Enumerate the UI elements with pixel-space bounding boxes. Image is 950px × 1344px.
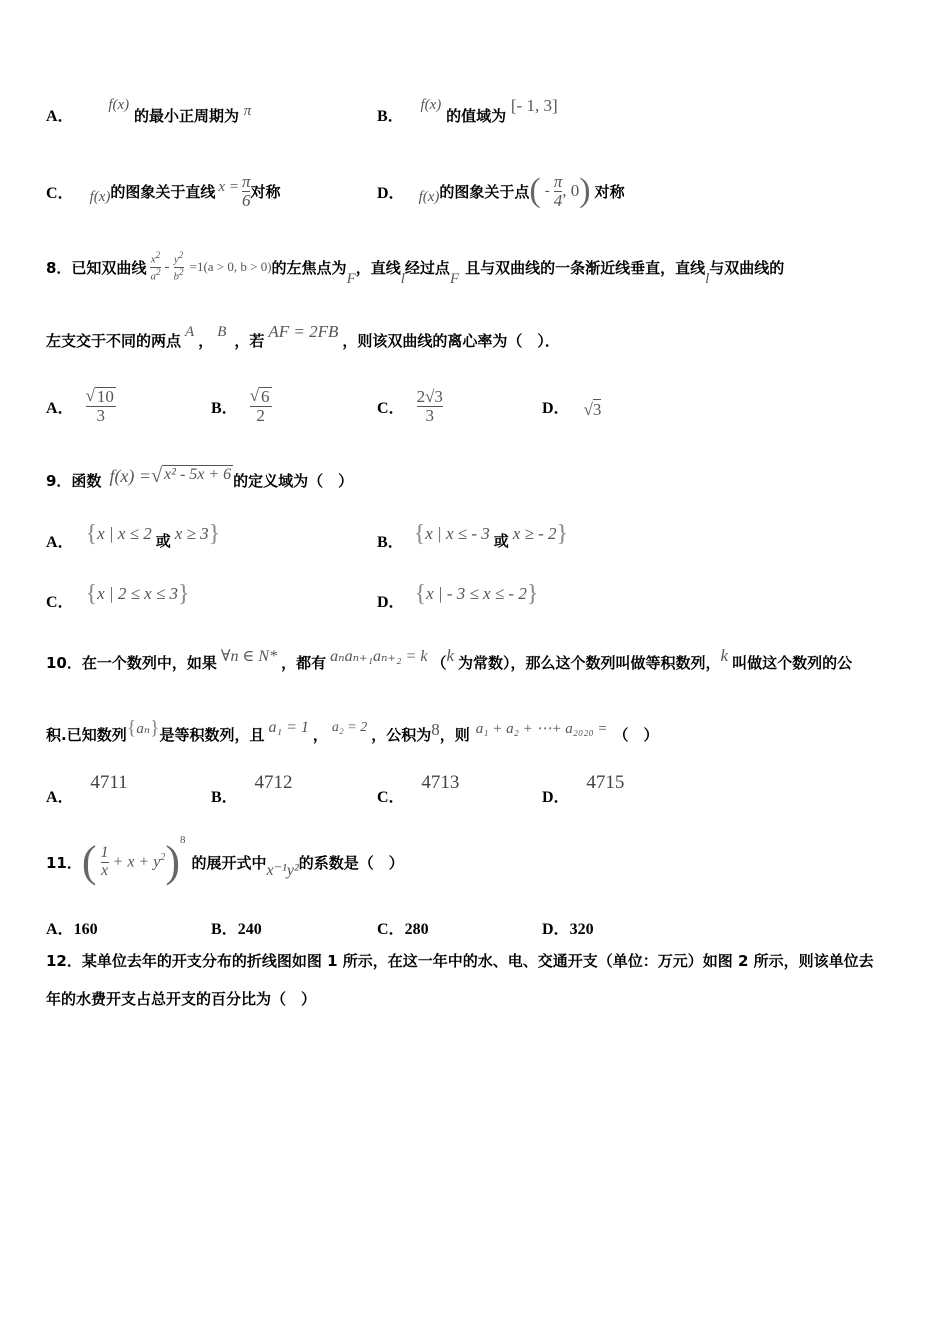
math-fx: f(x): [108, 97, 130, 113]
q9-stem: 9．函数 f(x) = √ x² - 5x + 6 的定义域为（ ）: [46, 464, 354, 490]
math-a2: a₂ = 2: [331, 720, 368, 735]
option-text: 的图象关于点: [439, 182, 530, 201]
q11-option-a: A．160: [46, 921, 98, 938]
math-minus: -: [544, 182, 550, 199]
q8-line2: 左支交于不同的两点 A ， B ，若 AF = 2FB ，则该双曲线的离心率为（ ）．: [46, 322, 560, 350]
q9-option-d: D． { x | - 3 ≤ x ≤ - 2 }: [377, 580, 539, 611]
math-condition: =1(a > 0, b > 0): [189, 259, 272, 274]
math-k: k: [446, 646, 455, 665]
math-sqrt: √ x² - 5x + 6: [151, 464, 232, 487]
math-sqrt: √3: [583, 400, 602, 419]
option-text: 的图象关于直线: [110, 182, 216, 201]
q8-option-c: C． $\frac{2√3}{3}$: [377, 386, 443, 425]
option-text: 对称: [250, 182, 281, 201]
option-label: D．: [377, 184, 405, 202]
q7-option-b: [377, 96, 558, 126]
math-expr-rest: + $x + y^2$: [112, 852, 166, 871]
math-fx: f(x) =: [109, 465, 152, 486]
q11-option-c: C．280: [377, 921, 429, 938]
math-set: x | x ≤ 2: [97, 524, 152, 543]
q10-option-b: B． 4712: [211, 772, 293, 806]
math-set: x | 2 ≤ x ≤ 3: [97, 584, 179, 603]
q10-option-d: D． 4715: [542, 772, 625, 806]
math-set: x | x ≤ - 3: [425, 524, 490, 543]
q10-option-c: C． 4713: [377, 772, 460, 806]
option-text: 的最小正周期为: [133, 107, 239, 125]
math-l: l: [400, 270, 405, 287]
q8-option-d: D． √3: [542, 399, 602, 419]
math-y2-over-b2: $\frac{y^2}{b^2}$: [173, 250, 184, 283]
q11-stem: 11． ( $\frac{1}{x}$ + $x + y^2$ ) 8 的展开式中 x⁻¹y² 的系数是（ ）: [46, 834, 404, 886]
option-text: 对称: [594, 182, 625, 201]
q7-option-a: [46, 97, 252, 126]
q11-option-b: B．240: [211, 921, 262, 938]
math-value: [- 1, 3]: [510, 96, 558, 115]
math-xeq: x =: [218, 178, 239, 195]
q8-line1: 8．已知双曲线 $\frac{x^2}{a^2}$ - $\frac{y^2}{b^2}$ =1(a > 0, b > 0) 的左焦点为 F ，直线 l 经过点 F 且与双曲线的一条渐近线垂直，直线 l 与双曲线的: [46, 250, 785, 287]
q8-options: [46, 378, 646, 434]
math-F: F: [346, 270, 356, 287]
math-B: B: [217, 323, 227, 340]
q10-options: [46, 770, 686, 810]
math-value: π: [243, 103, 252, 119]
frac-den: 6: [241, 190, 251, 210]
option-label: C．: [46, 184, 74, 202]
math-rest: , 0: [562, 181, 580, 200]
q12-line1: 12．某单位去年的开支分布的折线图如图 1 所示，在这一年中的水、电、交通开支（单位：万元）如图 2 所示，则该单位去: [46, 952, 874, 970]
q8-option-b: B． √ 6 2: [211, 386, 270, 425]
option-label: B．: [377, 108, 404, 125]
q10-line2: 积.已知数列 { aₙ } 是等积数列，且 a₁ = 1 ， a₂ = 2 ，公积为 8 ，则 a₁ + a₂ + ⋯+ a₂₀₂₀ = （ ）: [46, 716, 659, 744]
math-F: F: [449, 270, 460, 287]
math-set: x ≥ 3: [174, 524, 209, 543]
option-label: A．: [46, 108, 74, 125]
math-fx: f(x): [89, 188, 111, 205]
math-vector-eq: AF = 2FB: [268, 322, 339, 341]
frac-num: π: [553, 171, 563, 191]
q9-option-c: C． { x | 2 ≤ x ≤ 3 }: [46, 580, 190, 611]
math-forall: ∀n ∈ N*: [220, 648, 278, 665]
q10-option-a: A． 4711: [46, 772, 128, 806]
q11-option-d: D．320: [542, 921, 594, 938]
q7-option-c: [46, 166, 280, 216]
q10-line1: 10．在一个数列中，如果 ∀n ∈ N* ，都有 aₙaₙ₊₁aₙ₊₂ = k （ k 为常数），那么这个数列叫做等积数列， k 叫做这个数列的公: [46, 646, 853, 672]
math-term: x⁻¹y²: [266, 862, 299, 879]
math-a1: a₁ = 1: [268, 719, 309, 736]
math-product: aₙaₙ₊₁aₙ₊₂ = k: [330, 648, 428, 665]
q9-option-a: A． { x | x ≤ 2 或 x ≥ 3 }: [46, 520, 221, 551]
math-eight: 8: [431, 720, 440, 739]
math-k: k: [720, 646, 729, 665]
math-fraction: $\frac{1}{x}$: [100, 843, 109, 879]
math-set: x ≥ - 2: [512, 524, 557, 543]
q9-option-b: B． { x | x ≤ - 3 或 x ≥ - 2 }: [377, 520, 569, 551]
math-fraction: $\frac{2√3}{3}$: [416, 386, 443, 425]
option-text: 的值域为: [446, 107, 507, 125]
q8-option-a: A． √ 10 3: [46, 386, 114, 425]
math-fraction: √ 10 3: [85, 386, 114, 425]
math-fraction: [554, 173, 563, 210]
math-l: l: [705, 270, 710, 287]
math-sum: a₁ + a₂ + ⋯+ a₂₀₂₀ =: [475, 720, 608, 737]
math-x2-over-a2: $\frac{x^2}{a^2}$: [150, 250, 161, 283]
q7-option-d: D． f(x) 的图象关于点 ( - $\frac{\pi}{4}$ , 0 ) 对称: [377, 171, 625, 210]
math-set: x | - 3 ≤ x ≤ - 2: [426, 584, 527, 603]
q12-line2: 年的水费开支占总开支的百分比为（ ）: [46, 990, 317, 1008]
math-fraction: √ 6 2: [249, 386, 270, 425]
math-exponent: 8: [179, 834, 186, 846]
q11-options: [46, 916, 686, 938]
math-fx: f(x): [420, 97, 442, 113]
frac-den: 4: [553, 190, 563, 210]
question-prefix: 8．已知双曲线: [46, 258, 147, 277]
math-an: aₙ: [136, 720, 150, 737]
math-A: A: [185, 323, 195, 340]
frac-num: π: [241, 171, 251, 191]
math-fx: f(x): [418, 188, 440, 205]
